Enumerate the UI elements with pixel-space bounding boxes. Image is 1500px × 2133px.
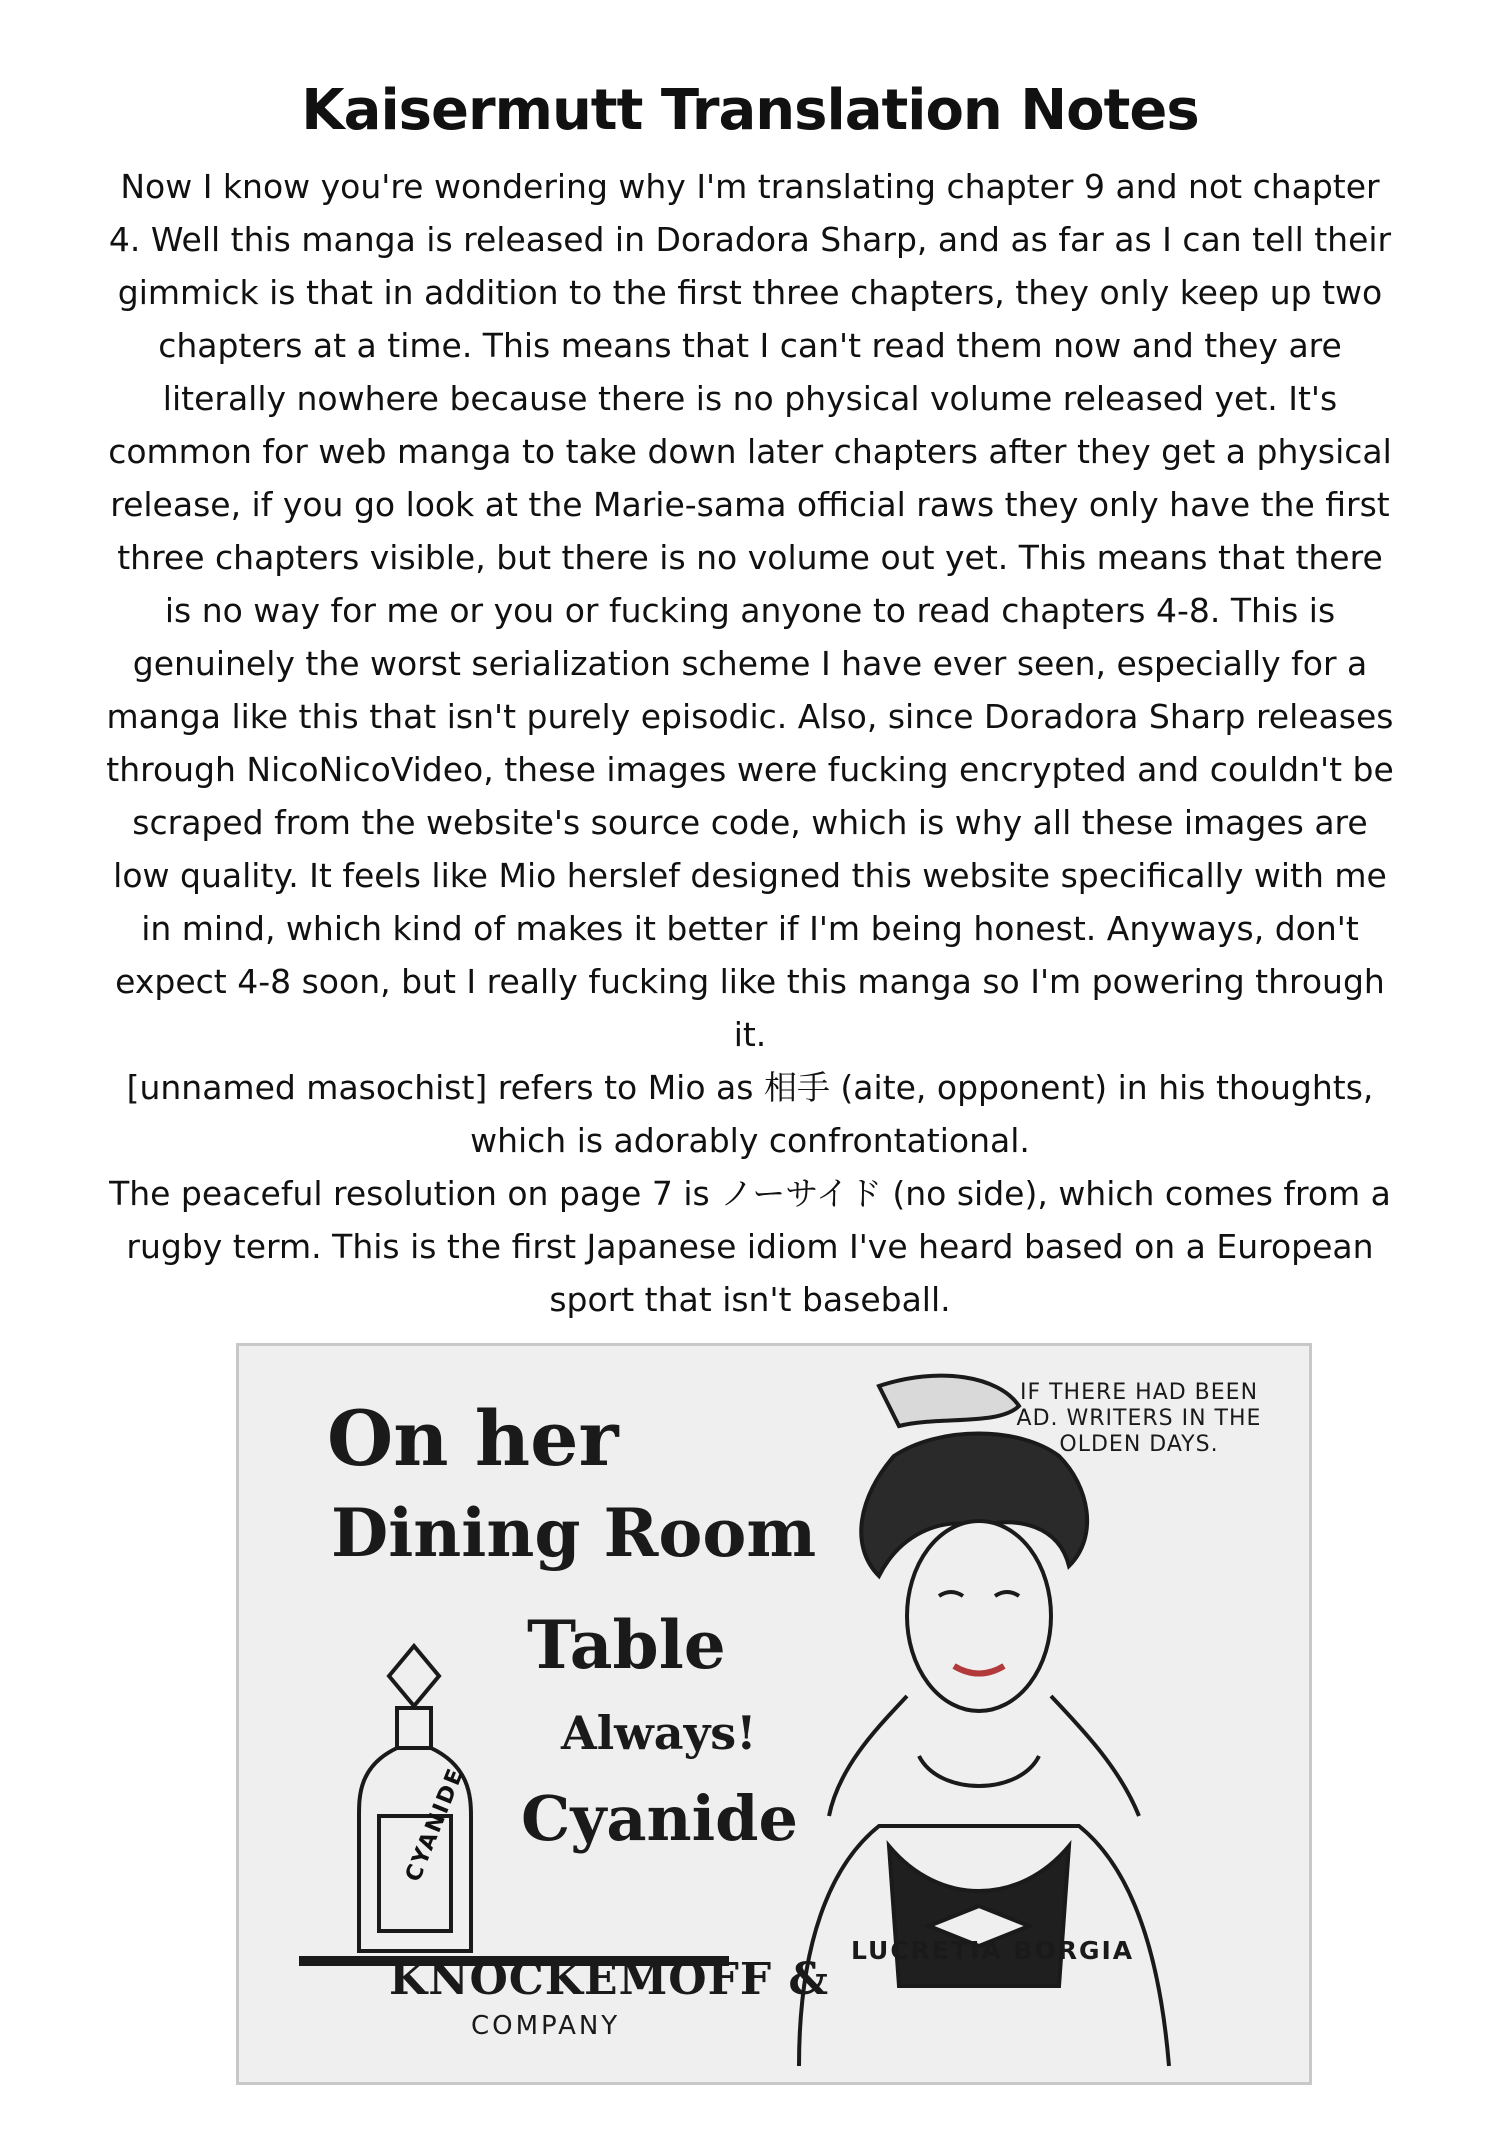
vintage-cartoon-ad <box>236 1343 1312 2085</box>
figure-name-label: LUCRETIA BORGIA <box>851 1936 1135 1965</box>
bottle-label: CYANIDE <box>401 1763 470 1886</box>
translation-notes <box>105 160 1395 1326</box>
ad-caption: IF THERE HAD BEEN AD. WRITERS IN THE OLDEN DAYS. <box>1016 1380 1262 1457</box>
company-name: KNOCKEMOFF & <box>389 1954 830 2005</box>
ad-headline-line-3: Table <box>527 1606 726 1684</box>
note-paragraph-no-side: The peaceful resolution on page 7 is ノーサイド (no side), which comes from a rugby term. This is the first Japanese idiom I've heard based on a European sport that isn't baseball. <box>109 1174 1391 1319</box>
ad-headline-line-1: On her <box>327 1394 619 1483</box>
note-paragraph-chapter-explanation: Now I know you're wondering why I'm translating chapter 9 and not chapter 4. Well this manga is released in Doradora Sharp, and as far as I can tell their gimmick is that in addition to the first three chapters, they only keep up two chapters at a time. This means that I can't read them now and they are literally nowhere because there is no physical volume released yet. It's common for web manga to take down later chapters after they get a physical release, if you go look at the Marie-sama official raws they only have the first three chapters visible, but there is no volume out yet. This means that there is no way for me or you or fucking anyone to read chapters 4-8. This is genuinely the worst serialization scheme I have ever seen, especially for a manga like this that isn't purely episodic. Also, since Doradora Sharp releases through NicoNicoVideo, these images were fucking encrypted and couldn't be scraped from the website's source code, which is why all these images are low quality. It feels like Mio herslef designed this website specifically with me in mind, which kind of makes it better if I'm being honest. Anyways, don't expect 4-8 soon, but I really fucking like this manga so I'm powering through it. <box>106 167 1394 1054</box>
company-suffix: COMPANY <box>471 2011 621 2041</box>
page-title: Kaisermutt Translation Notes <box>301 78 1199 143</box>
note-paragraph-aite: [unnamed masochist] refers to Mio as 相手 (aite, opponent) in his thoughts, which is adorably confrontational. <box>126 1068 1374 1160</box>
ad-headline-line-2: Dining Room <box>331 1494 817 1572</box>
ad-headline-line-5: Cyanide <box>521 1782 798 1855</box>
ad-headline-line-4: Always! <box>561 1706 757 1760</box>
